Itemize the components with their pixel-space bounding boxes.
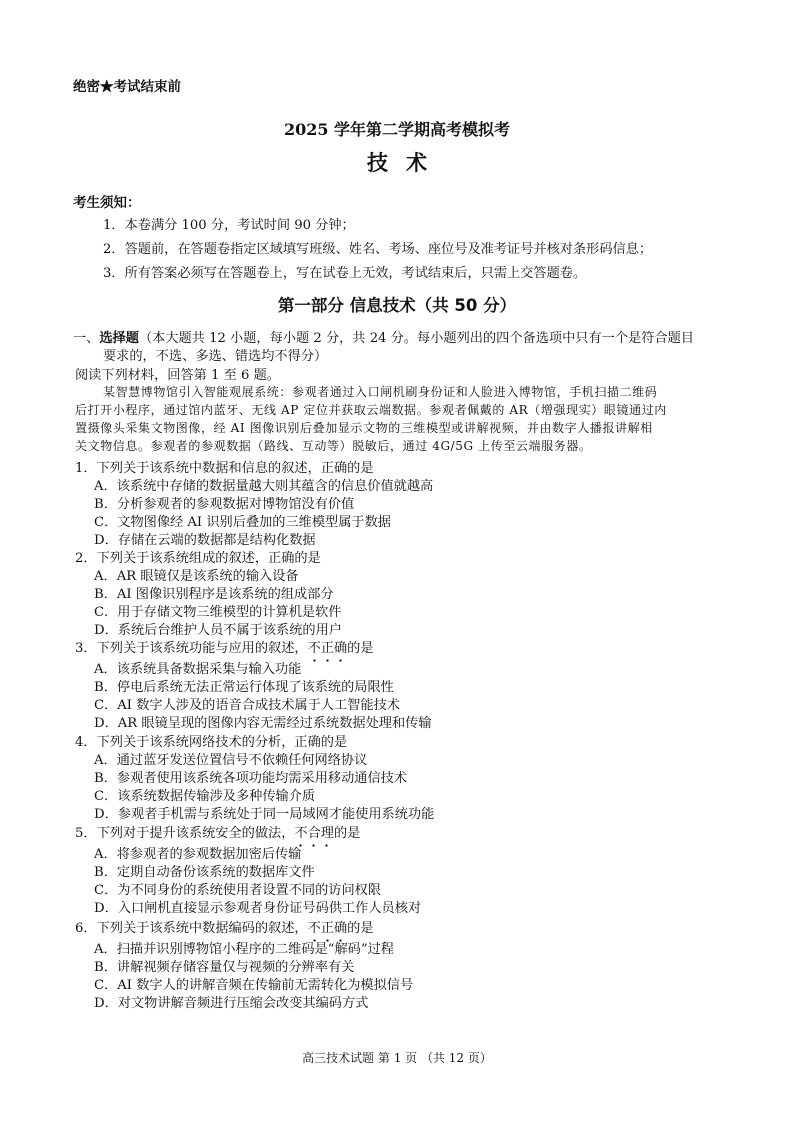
question-3-stem <box>75 637 374 656</box>
notice-heading: 考生须知： <box>73 195 141 211</box>
question-3-option-a: A．该系统具备数据采集与输入功能 <box>94 662 302 677</box>
question-6-option-b: B．讲解视频存储容量仅与视频的分辨率有关 <box>94 960 355 975</box>
question-1-option-d: D．存储在云端的数据都是结构化数据 <box>94 533 316 548</box>
question-4-option-a: A．通过蓝牙发送位置信号不依赖任何网络协议 <box>94 753 368 768</box>
question-4-stem: 4．下列关于该系统网络技术的分析，正确的是 <box>75 735 348 750</box>
part-instruction-line2: 要求的，不选、多选、错选均不得分） <box>103 349 328 364</box>
question-4-option-d: D．参观者手机需与系统处于同一局域网才能使用系统功能 <box>94 807 435 822</box>
question-5-option-a: A．将参观者的参观数据加密后传输 <box>94 847 302 862</box>
question-4-option-c: C．该系统数据传输涉及多种传输介质 <box>94 789 316 804</box>
question-2-option-b: B．AI 图像识别程序是该系统的组成部分 <box>94 587 334 602</box>
question-stem-text: 的是 <box>347 641 374 656</box>
part-instruction-line1 <box>73 327 694 346</box>
emphasis-negation: 不合理 <box>294 826 334 841</box>
material-line: 置摄像头采集文物图像，经 AI 图像识别后叠加显示文物的三维模型或讲解视频，并由数字人播报讲解相 <box>75 421 653 435</box>
notice-item: 3．所有答案必须写在答题卷上，写在试卷上无效，考试结束后，只需上交答题卷。 <box>103 266 587 281</box>
question-stem-text: 5．下列对于提升该系统安全的做法， <box>75 826 295 841</box>
question-6-option-c: C．AI 数字人的讲解音频在传输前无需转化为模拟信号 <box>94 978 414 993</box>
notice-item: 1．本卷满分 100 分，考试时间 90 分钟； <box>103 218 355 233</box>
question-stem-text: 6．下列关于该系统中数据编码的叙述， <box>75 921 308 936</box>
question-6-stem <box>75 917 374 936</box>
question-3-option-b: B．停电后系统无法正常运行体现了该系统的局限性 <box>94 680 394 695</box>
question-5-option-b: B．定期自动备份该系统的数据库文件 <box>94 865 315 880</box>
question-2-option-d: D．系统后台维护人员不属于该系统的用户 <box>94 623 342 638</box>
reading-prompt: 阅读下列材料，回答第 1 至 6 题。 <box>75 368 280 383</box>
part-instruction-text: （本大题共 12 小题，每小题 2 分，共 24 分。每小题列出的四个备选项中只有一个是符合题目 <box>138 331 694 346</box>
question-stem-text: 的是 <box>347 921 374 936</box>
question-1-option-a: A．该系统中存储的数据量越大则其蕴含的信息价值就越高 <box>94 479 434 494</box>
section-title: 第一部分 信息技术（共 50 分） <box>277 296 517 315</box>
question-2-option-a: A．AR 眼镜仅是该系统的输入设备 <box>94 569 299 584</box>
question-2-option-c: C．用于存储文物三维模型的计算机是软件 <box>94 605 342 620</box>
question-2-stem: 2．下列关于该系统组成的叙述，正确的是 <box>75 551 321 566</box>
question-5-option-d: D．入口闸机直接显示参观者身份证号码供工作人员核对 <box>94 901 422 916</box>
question-5-option-c: C．为不同身份的系统使用者设置不同的访问权限 <box>94 883 382 898</box>
material-line: 后打开小程序，通过馆内蓝牙、无线 AP 定位并获取云端数据。参观者佩戴的 AR（增强现实）眼镜通过内 <box>75 403 667 417</box>
emphasis-negation: 不正确 <box>307 641 348 656</box>
question-stem-text: 的是 <box>333 826 361 841</box>
part-label-prefix: 一、 <box>73 331 100 346</box>
question-stem-text: 3．下列关于该系统功能与应用的叙述， <box>75 641 308 656</box>
subject-title: 技术 <box>367 150 445 175</box>
page-footer: 高三技术试题 第 1 页 （共 12 页） <box>302 1051 492 1065</box>
emphasis-negation: 不正确 <box>307 921 348 936</box>
question-5-stem <box>75 822 360 841</box>
notice-item: 2．答题前，在答题卷指定区域填写班级、姓名、考场、座位号及准考证号并核对条形码信息； <box>103 242 653 257</box>
question-3-option-d: D．AR 眼镜呈现的图像内容无需经过系统数据处理和传输 <box>94 716 432 731</box>
question-1-option-c: C．文物图像经 AI 识别后叠加的三维模型属于数据 <box>94 515 391 530</box>
material-line: 关文物信息。参观者的参观数据（路线、互动等）脱敏后，通过 4G/5G 上传至云端服务器。 <box>75 439 592 453</box>
confidential-label: 绝密★考试结束前 <box>73 79 181 95</box>
question-1-stem: 1．下列关于该系统中数据和信息的叙述，正确的是 <box>75 461 374 476</box>
question-1-option-b: B．分析参观者的参观数据对博物馆没有价值 <box>94 497 355 512</box>
question-6-option-a: A．扫描并识别博物馆小程序的二维码是“解码”过程 <box>94 942 394 957</box>
question-6-option-d: D．对文物讲解音频进行压缩会改变其编码方式 <box>94 996 369 1011</box>
material-line: 某智慧博物馆引入智能观展系统：参观者通过入口闸机刷身份证和人脸进入博物馆，手机扫描二维码 <box>103 385 658 399</box>
exam-title: 2025 学年第二学期高考模拟考 <box>283 120 511 139</box>
question-3-option-c: C．AI 数字人涉及的语音合成技术属于人工智能技术 <box>94 698 400 713</box>
question-4-option-b: B．参观者使用该系统各项功能均需采用移动通信技术 <box>94 771 408 786</box>
part-label: 选择题 <box>99 331 139 346</box>
